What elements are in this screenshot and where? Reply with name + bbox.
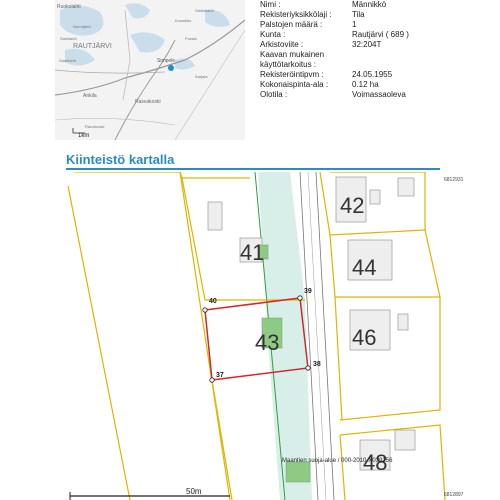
property-map-graphic: [0, 172, 500, 500]
info-value: 32:204T: [352, 40, 382, 49]
place-label-saarilahti: Saarilahti: [59, 58, 76, 63]
boundary-point-marker: [203, 308, 207, 312]
parcel-number-41: 41: [240, 240, 265, 265]
green-structure: [286, 462, 310, 482]
info-label: Kunta :: [260, 30, 286, 39]
place-label-rauvikoski: Rauvikoski: [85, 124, 105, 129]
section-divider: [66, 168, 440, 170]
info-row-zoning-1: [260, 50, 490, 60]
place-label-sarkilahti: Sarkilahti: [60, 36, 77, 41]
parcel-number-48: 48: [363, 450, 388, 475]
parcel-line: [340, 435, 345, 500]
map-scale-label: 50m: [186, 487, 202, 496]
place-label-ankila: Ankila: [83, 93, 97, 99]
boundary-point-37-label: 37: [216, 372, 224, 379]
info-row-municipality: [260, 30, 490, 40]
info-value: 24.05.1955: [352, 70, 393, 79]
place-label-karjala: Karjala: [195, 74, 208, 79]
info-value: Voimassaoleva: [352, 90, 406, 99]
info-value: Rautjärvi ( 689 ): [352, 30, 409, 39]
info-row-name: [260, 0, 490, 10]
parcel-number-43: 43: [255, 330, 280, 355]
overview-map: [55, 0, 245, 140]
parcel-line: [75, 172, 230, 500]
building: [370, 190, 380, 204]
place-label-nurmijarvi: Nurmijärvi: [73, 24, 91, 29]
info-row-type: [260, 10, 490, 20]
place-label-ruokolahti: Ruokolahti: [57, 4, 81, 10]
overview-map-graphic: [55, 0, 245, 140]
boundary-point-39-label: 39: [304, 288, 312, 295]
place-label-simpele: Simpele: [157, 58, 176, 64]
info-label: Kokonaispinta-ala :: [260, 80, 329, 89]
info-row-registered: [260, 70, 490, 80]
info-label: Rekisteröintipvm :: [260, 70, 324, 79]
parcel-line: [180, 172, 250, 178]
building: [398, 314, 408, 330]
info-row-zoning-2: [260, 60, 490, 70]
info-label: Kaavan mukainen: [260, 50, 325, 59]
building: [208, 202, 222, 230]
parcel-line: [212, 380, 232, 500]
info-label: Olotila :: [260, 90, 288, 99]
boundary-point-40-label: 40: [209, 298, 217, 305]
place-label-kuusikko: Kuusikko: [175, 18, 192, 23]
info-label: Arkistoviite :: [260, 40, 304, 49]
parcel-number-42: 42: [340, 193, 365, 218]
parcel-number-44: 44: [352, 255, 377, 280]
info-row-status: [260, 90, 490, 100]
place-label-sarkkilahti: Särkkilahti: [195, 8, 214, 13]
info-label: Nimi :: [260, 0, 281, 9]
coordinate-top: 6812931: [444, 177, 464, 183]
parcel-line: [335, 297, 342, 420]
section-title: Kiinteistö kartalla: [66, 152, 175, 167]
info-value: Männikkö: [352, 0, 387, 9]
road-protection-label: Maantien suoja-alue / 000-2010-X039256: [282, 458, 393, 464]
parcel-number-46: 46: [352, 325, 377, 350]
boundary-point-38-label: 38: [313, 361, 321, 368]
property-map: [0, 172, 500, 500]
buildings: [208, 177, 415, 470]
info-value: Tila: [352, 10, 365, 19]
parcel-line: [68, 186, 130, 500]
coordinate-bottom: 6812897: [444, 492, 464, 498]
info-value: 0.12 ha: [352, 80, 379, 89]
info-label: Palstojen määrä :: [260, 20, 323, 29]
road-edge: [308, 172, 326, 500]
building: [398, 178, 414, 196]
boundary-point-marker: [210, 378, 214, 382]
parcel-line: [182, 178, 205, 300]
boundary-point-marker: [306, 366, 310, 370]
overview-scale-label: 1km: [78, 133, 90, 139]
place-label-rautjarvi: RAUTJÄRVI: [73, 43, 112, 50]
info-label: Rekisteriyksikkölaji :: [260, 10, 332, 19]
building: [395, 430, 415, 450]
boundary-point-marker: [298, 296, 302, 300]
place-label-purala: Purala: [185, 36, 197, 41]
info-value: 1: [352, 20, 357, 29]
info-row-archive: [260, 40, 490, 50]
info-label: käyttötarkoitus :: [260, 60, 317, 69]
place-label-rasvakoski: Rasvakoski: [135, 99, 161, 105]
road-edge: [316, 172, 334, 500]
info-row-area: [260, 80, 490, 90]
info-row-parcels: [260, 20, 490, 30]
property-info-panel: [260, 0, 490, 108]
property-location-marker: [168, 65, 174, 71]
